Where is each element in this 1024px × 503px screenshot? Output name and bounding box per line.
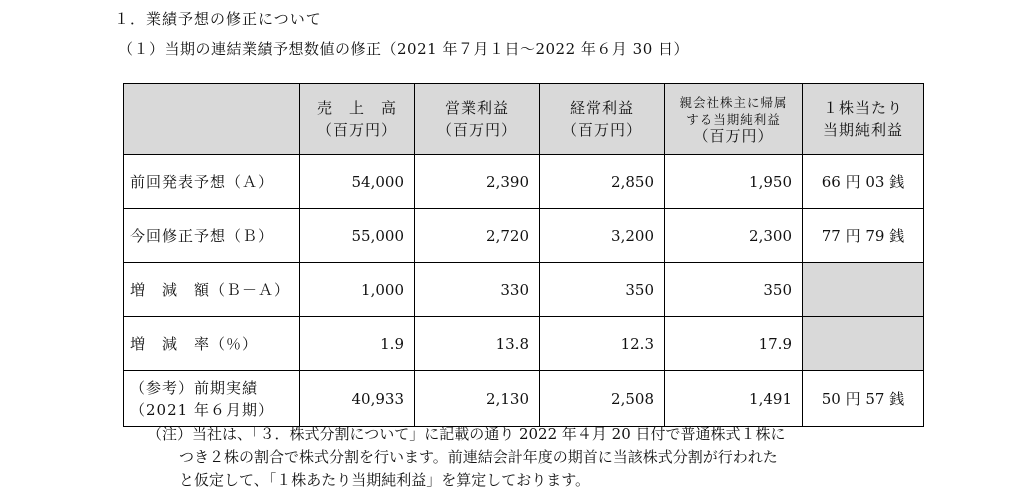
table-row [124,209,924,263]
cell-net-income: 2,300 [665,209,803,263]
cell-net-income: 350 [665,263,803,317]
header-eps-line2: 当期純利益 [822,121,903,139]
footnote-line2: つき２株の割合で株式分割を行います。前連結会計年度の期首に当該株式分割が行われた [179,448,778,466]
section-heading: １．業績予想の修正について [114,10,322,28]
cell-net-income: 17.9 [665,317,803,371]
header-net-line2: する当期純利益 [686,111,781,127]
header-ordinary-line1: 経常利益 [569,99,634,117]
table-row [124,317,924,371]
header-operating-income [415,84,540,155]
row-label-line1: （参考）前期実績 [130,378,259,397]
row-label: 前回発表予想（Ａ） [124,155,300,209]
table-row [124,371,924,427]
cell-operating-income: 2,390 [415,155,540,209]
row-label: 増 減 額（Ｂ－Ａ） [124,263,300,317]
cell-sales: 1.9 [300,317,415,371]
header-eps [803,84,924,155]
header-ordinary-line2: （百万円） [561,121,642,139]
table-row [124,263,924,317]
cell-ordinary-income: 12.3 [540,317,665,371]
header-eps-line1: １株当たり [822,99,903,117]
footnote [147,423,786,492]
cell-ordinary-income: 2,508 [540,371,665,427]
cell-ordinary-income: 2,850 [540,155,665,209]
cell-eps: 66 円 03 銭 [803,155,924,209]
header-operating-line2: （百万円） [436,121,517,139]
cell-eps-blank [803,263,924,317]
subsection-heading: （１）当期の連結業績予想数値の修正（2021 年７月１日～2022 年６月 30 日） [118,40,690,58]
cell-eps-blank [803,317,924,371]
footnote-line3: と仮定して、「１株あたり当期純利益」を算定しております。 [179,471,591,489]
header-sales-line2: （百万円） [316,121,397,139]
row-label [124,371,300,427]
cell-eps: 77 円 79 銭 [803,209,924,263]
header-sales-line1: 売 上 高 [316,99,397,117]
header-net-line3: （百万円） [693,126,774,145]
cell-ordinary-income: 3,200 [540,209,665,263]
cell-net-income: 1,491 [665,371,803,427]
row-label-line2: （2021 年６月期） [130,400,274,419]
cell-operating-income: 2,720 [415,209,540,263]
header-operating-line1: 営業利益 [444,99,509,117]
cell-ordinary-income: 350 [540,263,665,317]
cell-operating-income: 330 [415,263,540,317]
row-label: 増 減 率（％） [124,317,300,371]
header-net-income [665,84,803,155]
cell-sales: 1,000 [300,263,415,317]
cell-operating-income: 13.8 [415,317,540,371]
cell-sales: 40,933 [300,371,415,427]
table-header-row [124,84,924,155]
header-ordinary-income [540,84,665,155]
cell-operating-income: 2,130 [415,371,540,427]
cell-eps: 50 円 57 銭 [803,371,924,427]
header-blank-cell [124,84,300,155]
cell-sales: 55,000 [300,209,415,263]
forecast-table [123,83,924,427]
header-net-line1: 親会社株主に帰属 [679,94,788,110]
cell-sales: 54,000 [300,155,415,209]
table-row [124,155,924,209]
footnote-line1: （注）当社は、「３．株式分割について」に記載の通り 2022 年４月 20 日付で普通株式１株に [147,425,786,443]
header-sales [300,84,415,155]
cell-net-income: 1,950 [665,155,803,209]
row-label: 今回修正予想（Ｂ） [124,209,300,263]
